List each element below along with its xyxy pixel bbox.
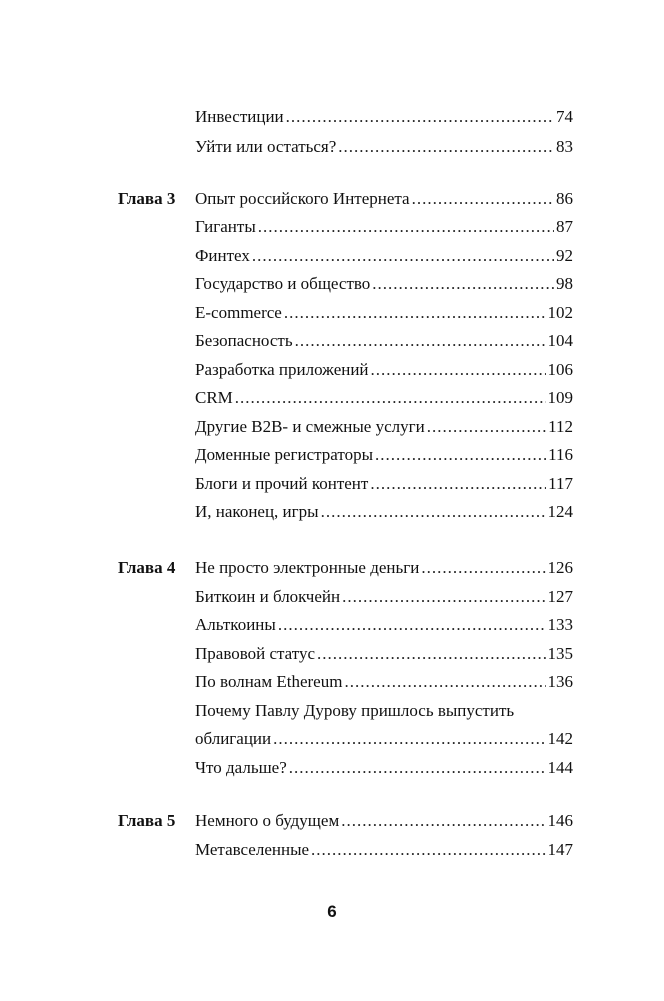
toc-entry-title: Финтех	[195, 246, 250, 265]
toc-entry-page: 144	[547, 758, 573, 777]
toc-entry	[195, 188, 573, 210]
toc-entry	[195, 757, 573, 779]
toc-entry-title: Альткоины	[195, 615, 276, 634]
toc-entry-title: E-commerce	[195, 303, 282, 322]
dot-leader	[289, 757, 546, 779]
toc-entry-title: Немного о будущем	[195, 811, 340, 830]
dot-leader	[278, 614, 546, 636]
toc-entry	[195, 728, 573, 750]
toc-entry-page: 136	[547, 672, 573, 691]
toc-entry-page: 117	[548, 474, 573, 493]
dot-leader	[370, 473, 546, 495]
toc-entry-title: По волнам Ethereum	[195, 672, 343, 691]
toc-entry	[195, 330, 573, 352]
toc-entry	[195, 444, 573, 466]
toc-entry-title: Опыт российского Интернета	[195, 189, 410, 208]
toc-entry	[195, 614, 573, 636]
toc-entry	[195, 557, 573, 579]
toc-entry-page: 147	[547, 840, 573, 859]
toc-entry-page: 86	[556, 189, 573, 208]
toc-entry-title: CRM	[195, 388, 233, 407]
toc-entry-page: 74	[556, 107, 573, 126]
toc-entry-title: Блоги и прочий контент	[195, 474, 369, 493]
toc-entry-title: Не просто электронные деньги	[195, 558, 420, 577]
dot-leader	[344, 671, 545, 693]
toc-entry-page: 135	[547, 644, 573, 663]
dot-leader	[311, 839, 545, 861]
toc-entry-title: Почему Павлу Дурову пришлось выпустить	[195, 701, 515, 720]
chapter-label: Глава 3	[118, 189, 176, 208]
toc-entry-page: 112	[548, 417, 573, 436]
toc-entry	[195, 501, 573, 523]
toc-entry-title: Гиганты	[195, 217, 256, 236]
toc-entry-title: Что дальше?	[195, 758, 287, 777]
toc-entry	[195, 387, 573, 409]
toc-entry	[195, 359, 573, 381]
toc-entry-page: 109	[547, 388, 573, 407]
toc-entry-page: 104	[547, 331, 573, 350]
toc-entry-title: Правовой статус	[195, 644, 316, 663]
toc-entry-title: Инвестиции	[195, 107, 284, 126]
toc-entry	[195, 136, 573, 158]
dot-leader	[284, 302, 546, 324]
dot-leader	[258, 216, 554, 238]
toc-entry-page: 87	[556, 217, 573, 236]
dot-leader	[286, 106, 554, 128]
toc-entry-title: Другие B2B- и смежные услуги	[195, 417, 425, 436]
toc-entry-title: Метавселенные	[195, 840, 310, 859]
toc-entry-page: 146	[547, 811, 573, 830]
toc-entry	[195, 586, 573, 608]
dot-leader	[412, 188, 554, 210]
toc-entry	[195, 671, 573, 693]
toc-entry-title: Биткоин и блокчейн	[195, 587, 341, 606]
toc-entry-title: Разработка приложений	[195, 360, 369, 379]
dot-leader	[372, 273, 554, 295]
dot-leader	[427, 416, 546, 438]
dot-leader	[342, 586, 545, 608]
toc-entry-page: 127	[547, 587, 573, 606]
toc-entry-page: 133	[547, 615, 573, 634]
toc-entry	[195, 810, 573, 832]
toc-entry-title: облигации	[195, 729, 272, 748]
toc-entry-page: 126	[547, 558, 573, 577]
toc-entry	[195, 302, 573, 324]
dot-leader	[421, 557, 545, 579]
toc-entry-page: 142	[547, 729, 573, 748]
toc-entry-page: 83	[556, 137, 573, 156]
dot-leader	[273, 728, 545, 750]
dot-leader	[295, 330, 546, 352]
toc-entry-page: 106	[547, 360, 573, 379]
toc-entry-page: 124	[547, 502, 573, 521]
toc-entry	[195, 273, 573, 295]
dot-leader	[375, 444, 546, 466]
dot-leader	[317, 643, 545, 665]
toc-entry-title: Безопасность	[195, 331, 293, 350]
dot-leader	[338, 136, 554, 158]
toc-entry	[195, 245, 573, 267]
toc-entry-page: 102	[547, 303, 573, 322]
toc-entry	[195, 106, 573, 128]
toc-entry-page: 98	[556, 274, 573, 293]
page-number: 6	[327, 902, 337, 921]
toc-entry	[195, 839, 573, 861]
dot-leader	[235, 387, 546, 409]
toc-entry-title: И, наконец, игры	[195, 502, 319, 521]
dot-leader	[321, 501, 546, 523]
dot-leader	[371, 359, 546, 381]
dot-leader	[252, 245, 554, 267]
toc-entry	[195, 216, 573, 238]
toc-entry-multiline-first	[195, 700, 573, 722]
toc-entry	[195, 473, 573, 495]
toc-entry-title: Государство и общество	[195, 274, 371, 293]
dot-leader	[341, 810, 545, 832]
chapter-label: Глава 4	[118, 558, 176, 577]
chapter-label: Глава 5	[118, 811, 176, 830]
toc-entry	[195, 416, 573, 438]
toc-entry-title: Доменные регистраторы	[195, 445, 374, 464]
toc-entry-page: 116	[548, 445, 573, 464]
toc-entry-page: 92	[556, 246, 573, 265]
toc-entry-title: Уйти или остаться?	[195, 137, 337, 156]
toc-entry	[195, 643, 573, 665]
